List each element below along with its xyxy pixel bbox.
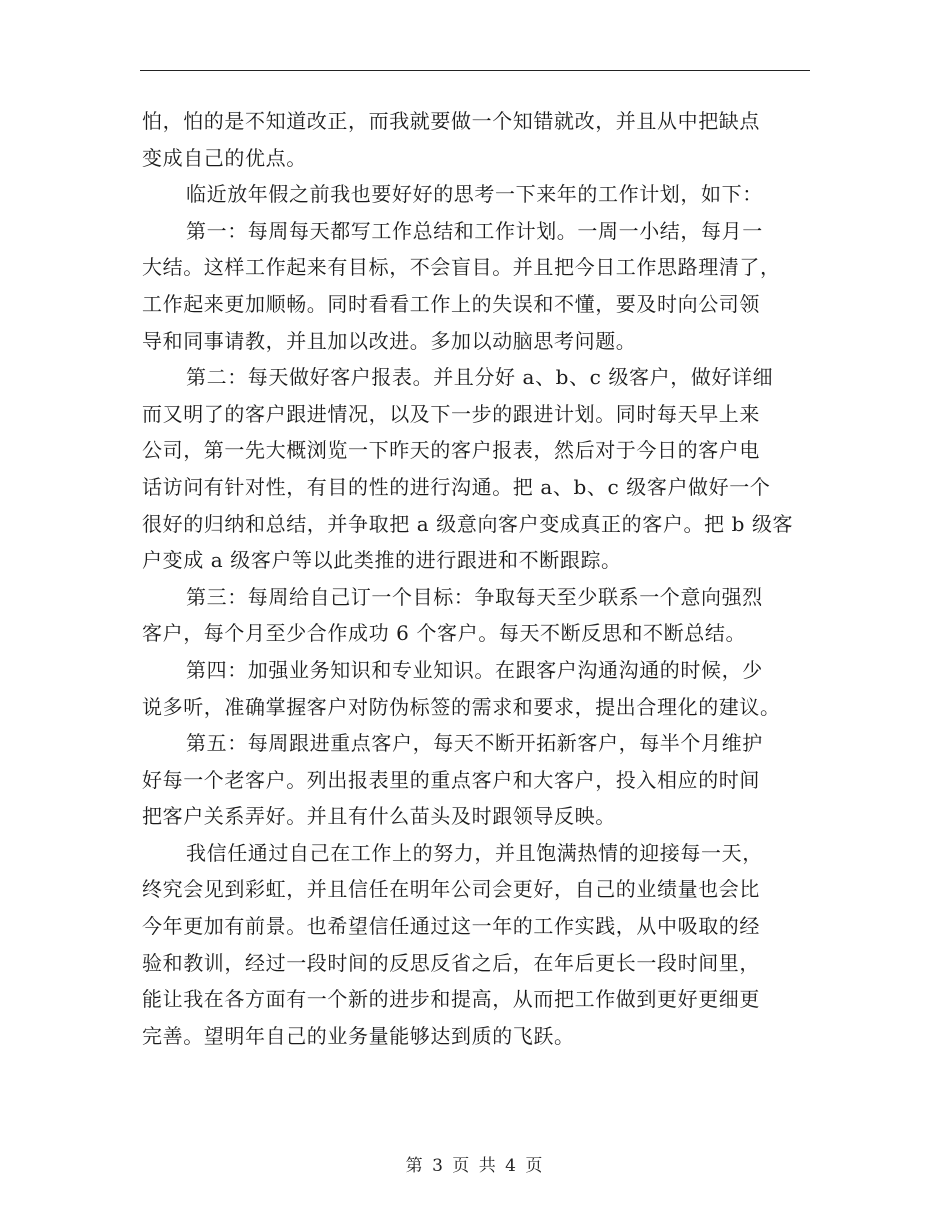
text-line: 今年更加有前景。也希望信任通过这一年的工作实践，从中吸取的经	[142, 914, 760, 939]
text-line: 大结。这样工作起来有目标，不会盲目。并且把今日工作思路理清了，	[142, 255, 781, 280]
text-line: 而又明了的客户跟进情况，以及下一步的跟进计划。同时每天早上来	[142, 401, 760, 426]
text-line: 第一：每周每天都写工作总结和工作计划。一周一小结，每月一	[186, 218, 763, 243]
text-line: 验和教训，经过一段时间的反思反省之后，在年后更长一段时间里，	[142, 950, 760, 975]
document-body	[142, 103, 812, 1054]
text-line: 说多听，准确掌握客户对防伪标签的需求和要求，提出合理化的建议。	[142, 694, 781, 719]
text-line: 临近放年假之前我也要好好的思考一下来年的工作计划，如下：	[186, 182, 763, 207]
header-rule	[140, 70, 810, 71]
text-line: 能让我在各方面有一个新的进步和提高，从而把工作做到更好更细更	[142, 987, 760, 1012]
text-line: 第四：加强业务知识和专业知识。在跟客户沟通沟通的时候，少	[186, 657, 763, 682]
text-line: 导和同事请教，并且加以改进。多加以动脑思考问题。	[142, 328, 637, 353]
text-line: 变成自己的优点。	[142, 145, 307, 170]
text-line: 话访问有针对性，有目的性的进行沟通。把 a、b、c 级客户做好一个	[142, 474, 771, 499]
text-line: 我信任通过自己在工作上的努力，并且饱满热情的迎接每一天，	[186, 840, 763, 865]
text-line: 很好的归纳和总结，并争取把 a 级意向客户变成真正的客户。把 b 级客	[142, 511, 794, 536]
text-line: 好每一个老客户。列出报表里的重点客户和大客户，投入相应的时间	[142, 767, 760, 792]
page-number: 第 3 页 共 4 页	[405, 1156, 545, 1176]
text-line: 第三：每周给自己订一个目标：争取每天至少联系一个意向强烈	[186, 584, 763, 609]
text-line: 怕，怕的是不知道改正，而我就要做一个知错就改，并且从中把缺点	[142, 109, 760, 133]
text-line: 公司，第一先大概浏览一下昨天的客户报表，然后对于今日的客户电	[142, 438, 760, 463]
text-line: 户变成 a 级客户等以此类推的进行跟进和不断跟踪。	[142, 548, 622, 573]
text-line: 第五：每周跟进重点客户，每天不断开拓新客户，每半个月维护	[186, 731, 763, 756]
text-line: 客户，每个月至少合作成功 6 个客户。每天不断反思和不断总结。	[142, 621, 747, 646]
text-line: 完善。望明年自己的业务量能够达到质的飞跃。	[142, 1023, 575, 1048]
text-line: 工作起来更加顺畅。同时看看工作上的失误和不懂，要及时向公司领	[142, 291, 760, 316]
text-line: 把客户关系弄好。并且有什么苗头及时跟领导反映。	[142, 804, 616, 829]
text-line: 终究会见到彩虹，并且信任在明年公司会更好，自己的业绩量也会比	[142, 877, 760, 902]
text-line: 第二：每天做好客户报表。并且分好 a、b、c 级客户，做好详细	[186, 365, 774, 390]
